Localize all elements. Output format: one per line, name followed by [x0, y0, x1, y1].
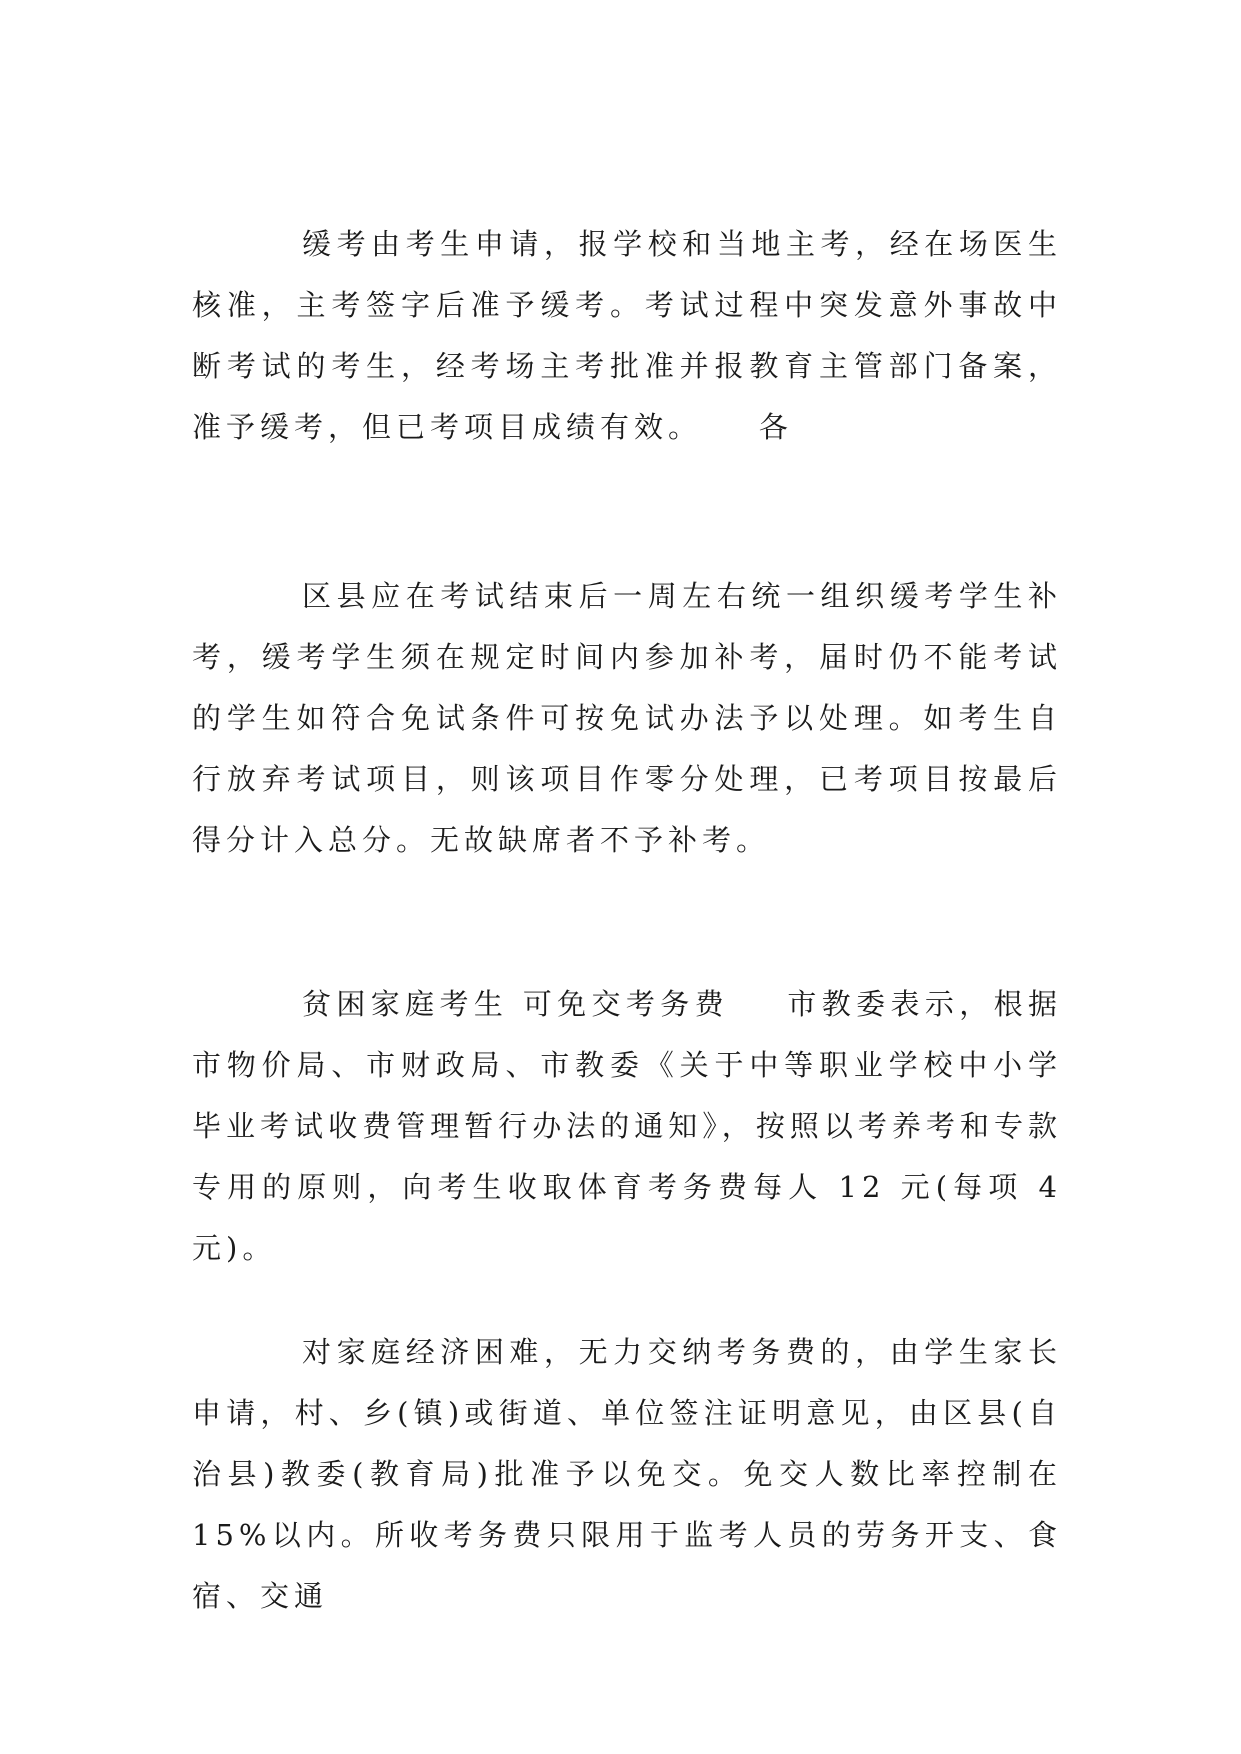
paragraph-fee-exemption: 贫困家庭考生 可免交考务费 市教委表示，根据市物价局、市财政局、市教委《关于中等职业学校中小学毕业考试收费管理暂行办法的通知》，按照以考养考和专款专用的原则，向考生收取体育考务费每人 12 元(每项 4 元)。 — [192, 987, 1077, 1265]
paragraph-hardship-application: 对家庭经济困难，无力交纳考务费的，由学生家长申请，村、乡(镇)或街道、单位签注证明意见，由区县(自治县)教委(教育局)批准予以免交。免交人数比率控制在 15%以内。所收考务费只限用于监考人员的劳务开支、食宿、交通 — [192, 1335, 1077, 1613]
paragraph-deferred-exam: 缓考由考生申请，报学校和当地主考，经在场医生核准，主考签字后准予缓考。考试过程中突发意外事故中断考试的考生，经考场主考批准并报教育主管部门备案，准予缓考，但已考项目成绩有效。 各 — [192, 227, 1062, 444]
paragraph-makeup-exam: 区县应在考试结束后一周左右统一组织缓考学生补考，缓考学生须在规定时间内参加补考，届时仍不能考试的学生如符合免试条件可按免试办法予以处理。如考生自行放弃考试项目，则该项目作零分处理，已考项目按最后得分计入总分。无故缺席者不予补考。 — [192, 579, 1062, 857]
